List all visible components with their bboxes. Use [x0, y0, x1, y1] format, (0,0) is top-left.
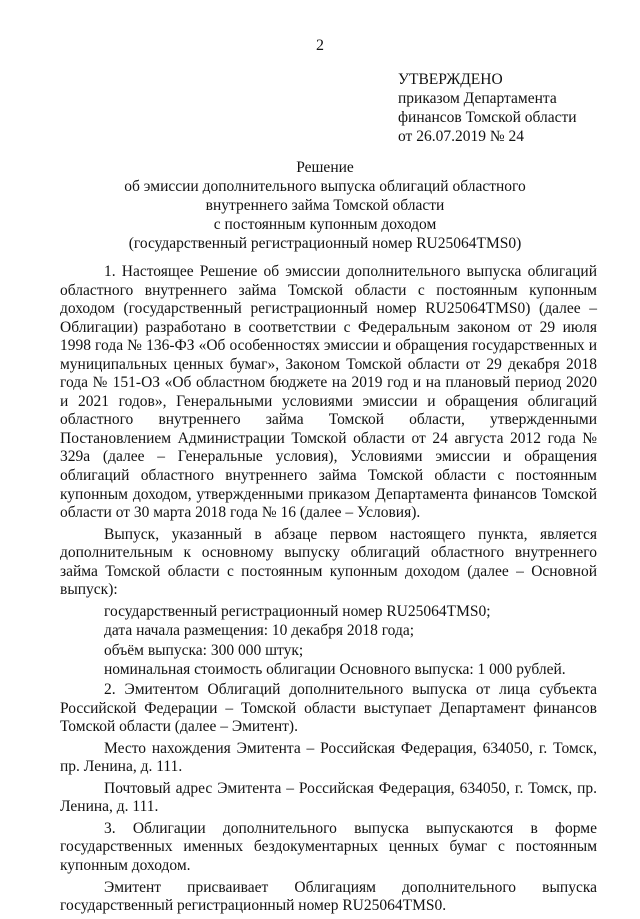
- page-number: 2: [316, 37, 324, 54]
- document-body: [60, 263, 597, 919]
- approval-line: финансов Томской области: [398, 109, 577, 126]
- approval-date: от 26.07.2019 № 24: [398, 128, 524, 145]
- title-line: с постоянным купонным доходом: [213, 216, 437, 233]
- title-line: Решение: [296, 159, 354, 176]
- document-title: [60, 158, 590, 253]
- title-line: (государственный регистрационный номер RU25064TMS0): [128, 235, 522, 252]
- list-item: дата начала размещения: 10 декабря 2018 года;: [104, 622, 415, 640]
- title-line: об эмиссии дополнительного выпуска облигаций областного: [124, 178, 526, 195]
- paragraph: Место нахождения Эмитента – Российская Федерация, 634050, г. Томск, пр. Ленина, д. 111.: [60, 739, 597, 776]
- paragraph: 3. Облигации дополнительного выпуска выпускаются в форме государственных именных бездокументарных ценных бумаг с постоянным купонным доходом.: [60, 819, 597, 874]
- approval-heading: УТВЕРЖДЕНО: [398, 71, 503, 88]
- paragraph: Эмитент присваивает Облигациям дополнительного выпуска государственный регистрационный номер RU25064TMS0.: [60, 878, 597, 915]
- approval-stamp: [398, 70, 628, 146]
- title-line: внутреннего займа Томской области: [205, 197, 445, 214]
- list-item: номинальная стоимость облигации Основного выпуска: 1 000 рублей.: [104, 661, 566, 679]
- list-item: государственный регистрационный номер RU25064TMS0;: [104, 602, 491, 620]
- paragraph: 2. Эмитентом Облигаций дополнительного выпуска от лица субъекта Российской Федерации – Томской области выступает Департамент финансов Томской области (далее – Эмитент).: [60, 681, 597, 736]
- approval-line: приказом Департамента: [398, 90, 557, 107]
- paragraph: 1. Настоящее Решение об эмиссии дополнительного выпуска облигаций областного внутреннего займа Томской области с постоянным купонным доходом (государственный регистрационный номер RU25064TMS0) (далее – Облигации) разработано в соответствии с Федеральным законом от 29 июля 1998 года № 136-ФЗ «Об особенностях эмиссии и обращения государственных и муниципальных ценных бумаг», Законом Томской области от 29 декабря 2018 года № 151-ОЗ «Об областном бюджете на 2019 год и на плановый период 2020 и 2021 годов», Генеральными условиями эмиссии и обращения облигаций областного внутреннего займа Томской области, утвержденными Постановлением Администрации Томской области от 24 августа 2012 года № 329а (далее – Генеральные условия), Условиями эмиссии и обращения облигаций областного внутреннего займа Томской области с постоянным купонным доходом, утвержденными приказом Департамента финансов Томской области от 30 марта 2018 года № 16 (далее – Условия).: [60, 263, 597, 522]
- list-item: объём выпуска: 300 000 штук;: [104, 641, 304, 659]
- paragraph: Почтовый адрес Эмитента – Российская Федерация, 634050, г. Томск, пр. Ленина, д. 111.: [60, 779, 597, 816]
- paragraph: Выпуск, указанный в абзаце первом настоящего пункта, является дополнительным к основному выпуску облигаций областного внутреннего займа Томской области с постоянным купонным доходом (далее – Основной выпуск):: [60, 525, 597, 599]
